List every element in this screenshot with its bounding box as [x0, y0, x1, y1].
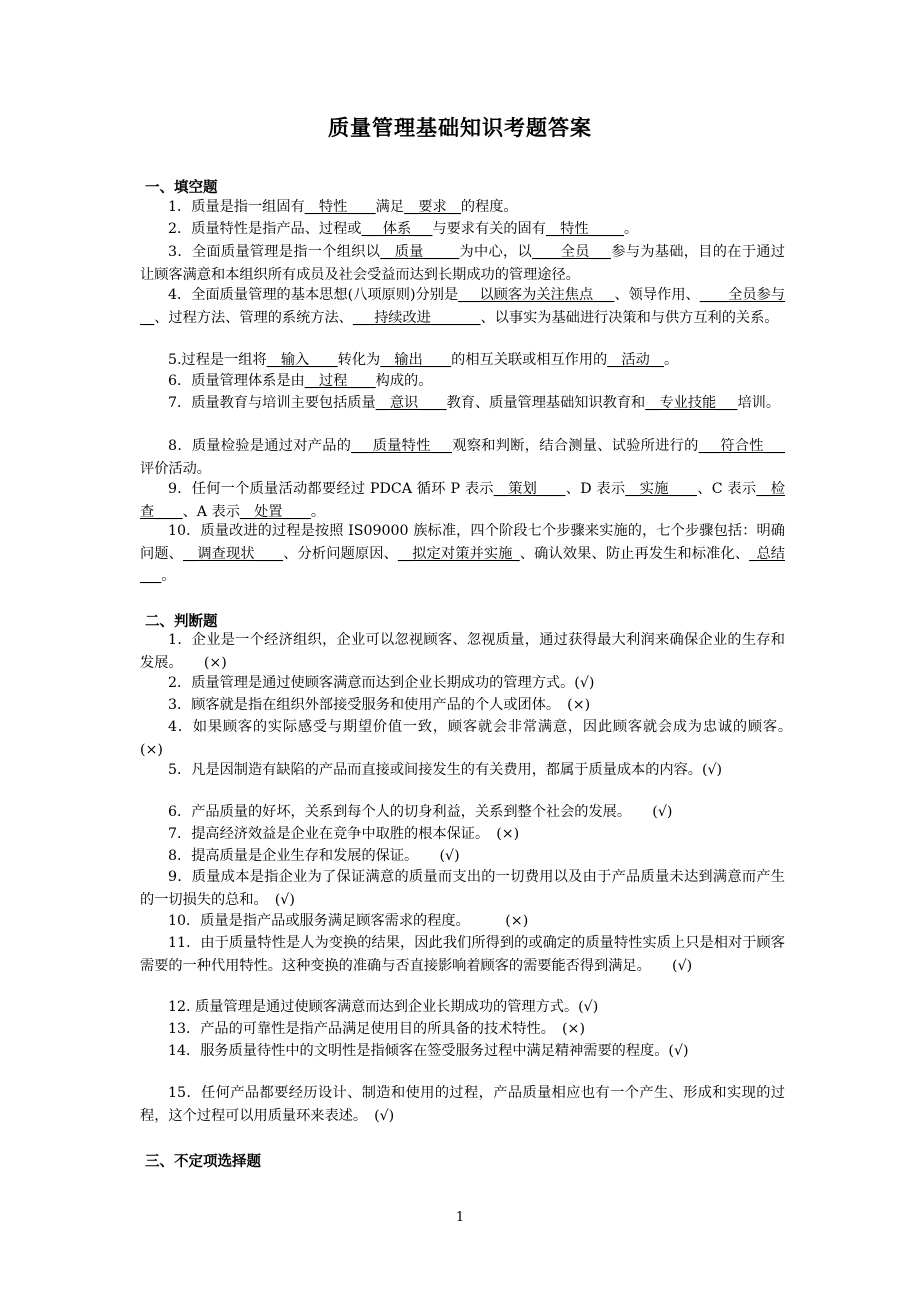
answer: ___以顾客为关注焦点___ [458, 287, 615, 303]
judge-item-7: 7．提高经济效益是企业在竞争中取胜的根本保证。 (×) [168, 826, 520, 842]
answer: ____全员参与__ [140, 287, 785, 326]
judge-item-14: 14．服务质量待性中的文明性是指倾客在签受服务过程中满足精神需要的程度。(√) [168, 1043, 689, 1059]
fill-question-2: 2．质量特性是指产品、过程或___体系___与要求有关的固有__特性_____。 [168, 221, 639, 237]
answer: __调查现状____ [183, 545, 284, 562]
page-number: 1 [455, 1210, 465, 1225]
answer: __输出____ [380, 352, 452, 368]
page-title: 质量管理基础知识考题答案 [328, 116, 592, 140]
answer: __质量_____ [380, 244, 460, 260]
fill-question-10: 10．质量改进的过程是按照 IS09000 族标准，四个阶段七个步骤来实施的，七个步骤包括：明确问题、__调查现状____、分析问题原因、__拟定对策并实施_、确认效果、防止再发生和标准化、_总结___。 [140, 523, 785, 584]
judge-item-1: 1．企业是一个经济组织，企业可以忽视顾客、忽视质量，通过获得最大利润来确保企业的生存和发展。 (×) [140, 632, 785, 671]
fill-question-5: 5.过程是一组将__输入____转化为__输出____的相互关联或相互作用的__活动__。 [168, 352, 679, 368]
judge-item-13: 13．产品的可靠性是指产品满足使用目的所具备的技术特性。 (×) [168, 1021, 585, 1037]
answer: __要求__ [404, 199, 461, 215]
answer: __策划____ [493, 481, 566, 497]
judge-item-11: 11．由于质量特性是人为变换的结果，因此我们所得到的或确定的质量特性实质上只是相对于顾客需要的一种代用特性。这种变换的准确与否直接影响着顾客的需要能否得到满足。 (√) [140, 935, 785, 974]
answer: _总结___ [140, 545, 785, 584]
answer: __输入____ [266, 352, 338, 368]
fill-question-6: 6．质量管理体系是由__过程____构成的。 [168, 373, 433, 389]
judge-item-10: 10．质量是指产品或服务满足顾客需求的程度。 (×) [168, 913, 529, 929]
judge-item-2: 2．质量管理是通过使顾客满意而达到企业长期成功的管理方式。(√) [168, 675, 595, 691]
fill-question-8: 8．质量检验是通过对产品的___质量特性___观察和判断，结合测量、试验所进行的___符合性___评价活动。 [140, 438, 785, 477]
answer: __拟定对策并实施_ [397, 545, 520, 562]
answer: __特性____ [304, 199, 376, 215]
answer: __实施____ [625, 481, 698, 497]
answer: ___持续改进_______ [352, 309, 481, 326]
fill-question-3: 3．全面质量管理是指一个组织以__质量_____为中心，以____全员___参与为基础，目的在于通过让顾客满意和本组织所有成员及社会受益而达到长期成功的管理途径。 [140, 244, 785, 283]
answer: __特性_____ [545, 221, 624, 237]
fill-question-4: 4．全面质量管理的基本思想(八项原则)分别是___以顾客为关注焦点___、领导作用、____全员参与__、过程方法、管理的系统方法、___持续改进_______、以事实为基础进行决策和与供方互利的关系。 [140, 287, 785, 326]
answer: ___体系___ [361, 221, 433, 237]
answer: __专业技能___ [645, 395, 738, 411]
judge-item-9: 9．质量成本是指企业为了保证满意的质量而支出的一切费用以及由于产品质量未达到满意而产生的一切损失的总和。 (√) [140, 869, 785, 908]
judge-item-4: 4．如果顾客的实际感受与期望价值一致，顾客就会非常满意，因此顾客就会成为忠诚的顾客。 (×) [140, 719, 800, 758]
answer: __过程____ [304, 373, 376, 389]
answer: ___质量特性___ [351, 438, 453, 454]
section-heading-choice: 三、不定项选择题 [145, 1154, 261, 1170]
answer: __意识____ [375, 395, 447, 411]
answer: __活动__ [607, 352, 664, 368]
judge-item-12: 12. 质量管理是通过使顾客满意而达到企业长期成功的管理方式。(√) [168, 999, 599, 1015]
answer: ___符合性___ [698, 438, 785, 454]
judge-item-15: 15．任何产品都要经历设计、制造和使用的过程，产品质量相应也有一个产生、形成和实现的过程，这个过程可以用质量环来表述。 (√) [140, 1085, 785, 1124]
section-heading-judge: 二、判断题 [145, 614, 218, 630]
answer: __处置____ [239, 503, 311, 520]
section-heading-fill: 一、填空题 [145, 180, 218, 196]
judge-item-6: 6．产品质量的好坏，关系到每个人的切身利益，关系到整个社会的发展。 (√) [168, 804, 673, 820]
fill-question-1: 1．质量是指一组固有__特性____满足__要求__的程度。 [168, 199, 518, 215]
fill-question-9: 9．任何一个质量活动都要经过 PDCA 循环 P 表示__策划____、D 表示__实施____、C 表示__检查____、A 表示__处置____。 [140, 481, 785, 520]
fill-question-7: 7．质量教育与培训主要包括质量__意识____教育、质量管理基础知识教育和__专业技能___培训。 [168, 395, 781, 411]
judge-item-3: 3．顾客就是指在组织外部接受服务和使用产品的个人或团体。 (×) [168, 697, 591, 713]
judge-item-5: 5．凡是因制造有缺陷的产品而直接或间接发生的有关费用，都属于质量成本的内容。(√) [168, 762, 723, 778]
judge-item-8: 8．提高质量是企业生存和发展的保证。 (√) [168, 848, 460, 864]
answer: __检查____ [140, 481, 785, 520]
answer: ____全员___ [532, 244, 612, 260]
